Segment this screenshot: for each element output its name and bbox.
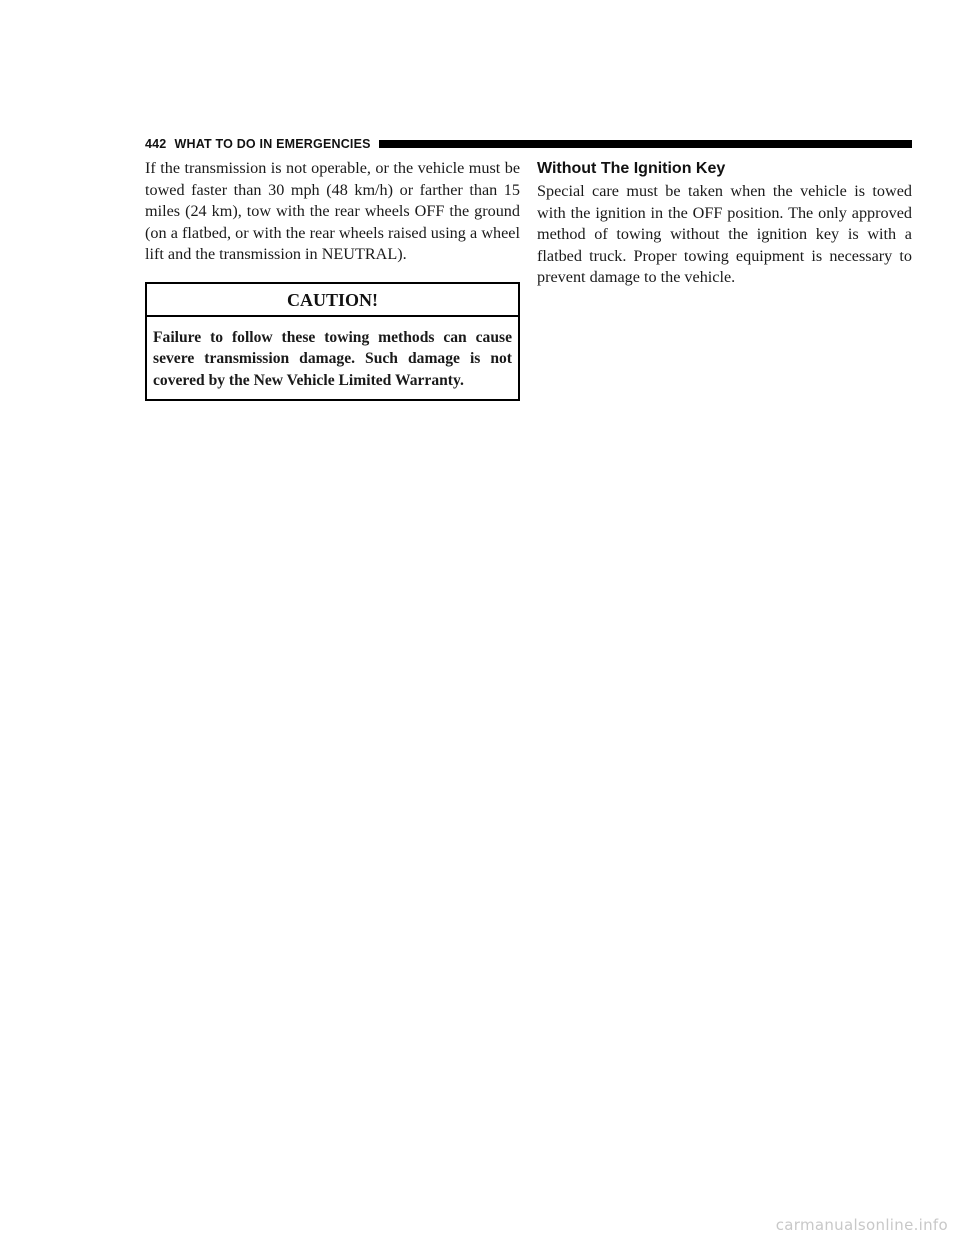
caution-text: Failure to follow these towing methods can cause severe transmission damage. Such damage is not covered by the New Vehicle Limited Warranty. — [153, 328, 512, 389]
watermark: carmanualsonline.info — [775, 1216, 948, 1234]
caution-title: CAUTION! — [147, 284, 518, 317]
caution-box — [145, 282, 520, 402]
towing-paragraph: If the transmission is not operable, or the vehicle must be towed faster than 30 mph (48 km/h) or farther than 15 miles (24 km), tow with the rear wheels OFF the ground (on a flatbed, or with the rear wheels raised using a wheel lift and the transmission in NEUTRAL). — [145, 159, 520, 264]
header-rule — [379, 140, 912, 148]
page-header — [145, 137, 912, 151]
section-title: WHAT TO DO IN EMERGENCIES — [174, 137, 371, 151]
right-column — [537, 158, 912, 289]
ignition-key-heading: Without The Ignition Key — [537, 160, 726, 177]
left-column — [145, 158, 520, 401]
ignition-key-paragraph: Special care must be taken when the vehicle is towed with the ignition in the OFF position. The only approved method of towing without the ignition key is with a flatbed truck. Proper towing equipment is necessary to prevent damage to the vehicle. — [537, 182, 912, 287]
page-number: 442 — [145, 137, 167, 151]
